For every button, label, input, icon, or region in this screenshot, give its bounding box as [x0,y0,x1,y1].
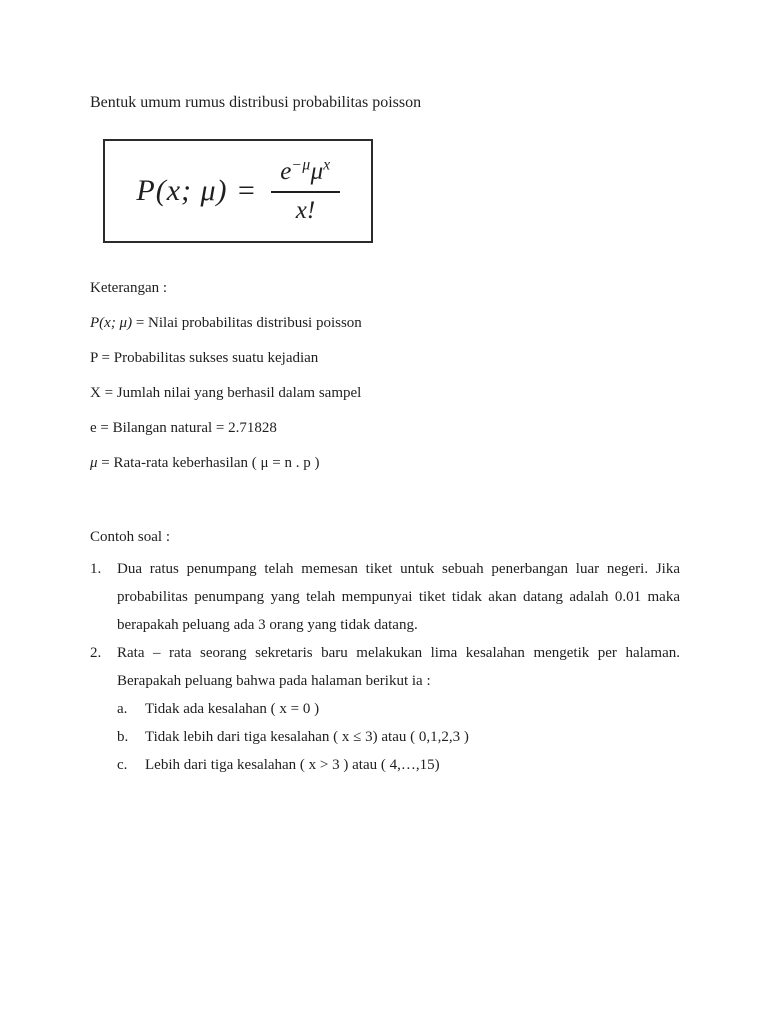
item1-line3: berapakah peluang ada 3 orang yang tidak datang. [117,617,418,633]
keterangan-line-mu [90,446,680,481]
sub-item-c-letter: c. [117,757,128,773]
item2-sub-list [117,695,680,779]
item2-line1: Rata – rata seorang sekretaris baru melakukan lima kesalahan mengetik per halaman. [117,645,680,661]
keterangan-section [90,271,680,481]
keterangan-line-x: X = Jumlah nilai yang berhasil dalam sampel [90,385,362,401]
keterangan-math-mu: μ [90,455,98,471]
sub-item-a-text: Tidak ada kesalahan ( x = 0 ) [145,701,320,717]
item1-line1: Dua ratus penumpang telah memesan tiket untuk sebuah penerbangan luar negeri. Jika [117,561,680,577]
sub-item-c [117,751,680,779]
formula-denominator: x! [295,196,316,224]
keterangan-math-pxmu: P(x; μ) [90,315,133,331]
list-item-2-number: 2. [90,645,102,661]
contoh-soal-heading: Contoh soal : [90,529,171,545]
sub-item-b-letter: b. [117,729,129,745]
poisson-formula-box [103,139,373,243]
item2-line2: Berapakah peluang bahwa pada halaman berikut ia : [117,673,431,689]
keterangan-line-e: e = Bilangan natural = 2.71828 [90,420,277,436]
sub-item-c-text: Lebih dari tiga kesalahan ( x > 3 ) atau ( 4,…,15) [145,757,440,773]
sub-item-a [117,695,680,723]
item1-line2: probabilitas penumpang yang telah mempunyai tiket tidak akan datang adalah 0.01 maka [117,589,680,605]
example-problems-list [90,555,680,779]
formula-exponent-negative-mu: −μ [291,156,311,174]
formula-e: e [280,158,292,185]
sub-item-a-letter: a. [117,701,128,717]
list-item-1-number: 1. [90,561,102,577]
sub-item-b-text: Tidak lebih dari tiga kesalahan ( x ≤ 3) atau ( 0,1,2,3 ) [145,729,469,745]
keterangan-heading: Keterangan : [90,280,168,296]
keterangan-text-mu: = Rata-rata keberhasilan ( μ = n . p ) [97,455,320,471]
sub-item-b [117,723,680,751]
formula-exponent-x: x [323,156,331,174]
keterangan-line-pxmu [90,306,680,341]
list-item-1-body [117,555,680,639]
page-title: Bentuk umum rumus distribusi probabilitas poisson [90,94,422,111]
formula-lhs: P(x; μ) = [136,174,258,207]
keterangan-line-p: P = Probabilitas sukses suatu kejadian [90,350,319,366]
keterangan-text-pxmu: = Nilai probabilitas distribusi poisson [132,315,362,331]
formula-fraction [271,158,339,224]
list-item-2 [90,639,680,779]
list-item-2-body [117,639,680,779]
list-item-1 [90,555,680,639]
formula-mu: μ [310,158,324,185]
formula-numerator [271,158,339,193]
